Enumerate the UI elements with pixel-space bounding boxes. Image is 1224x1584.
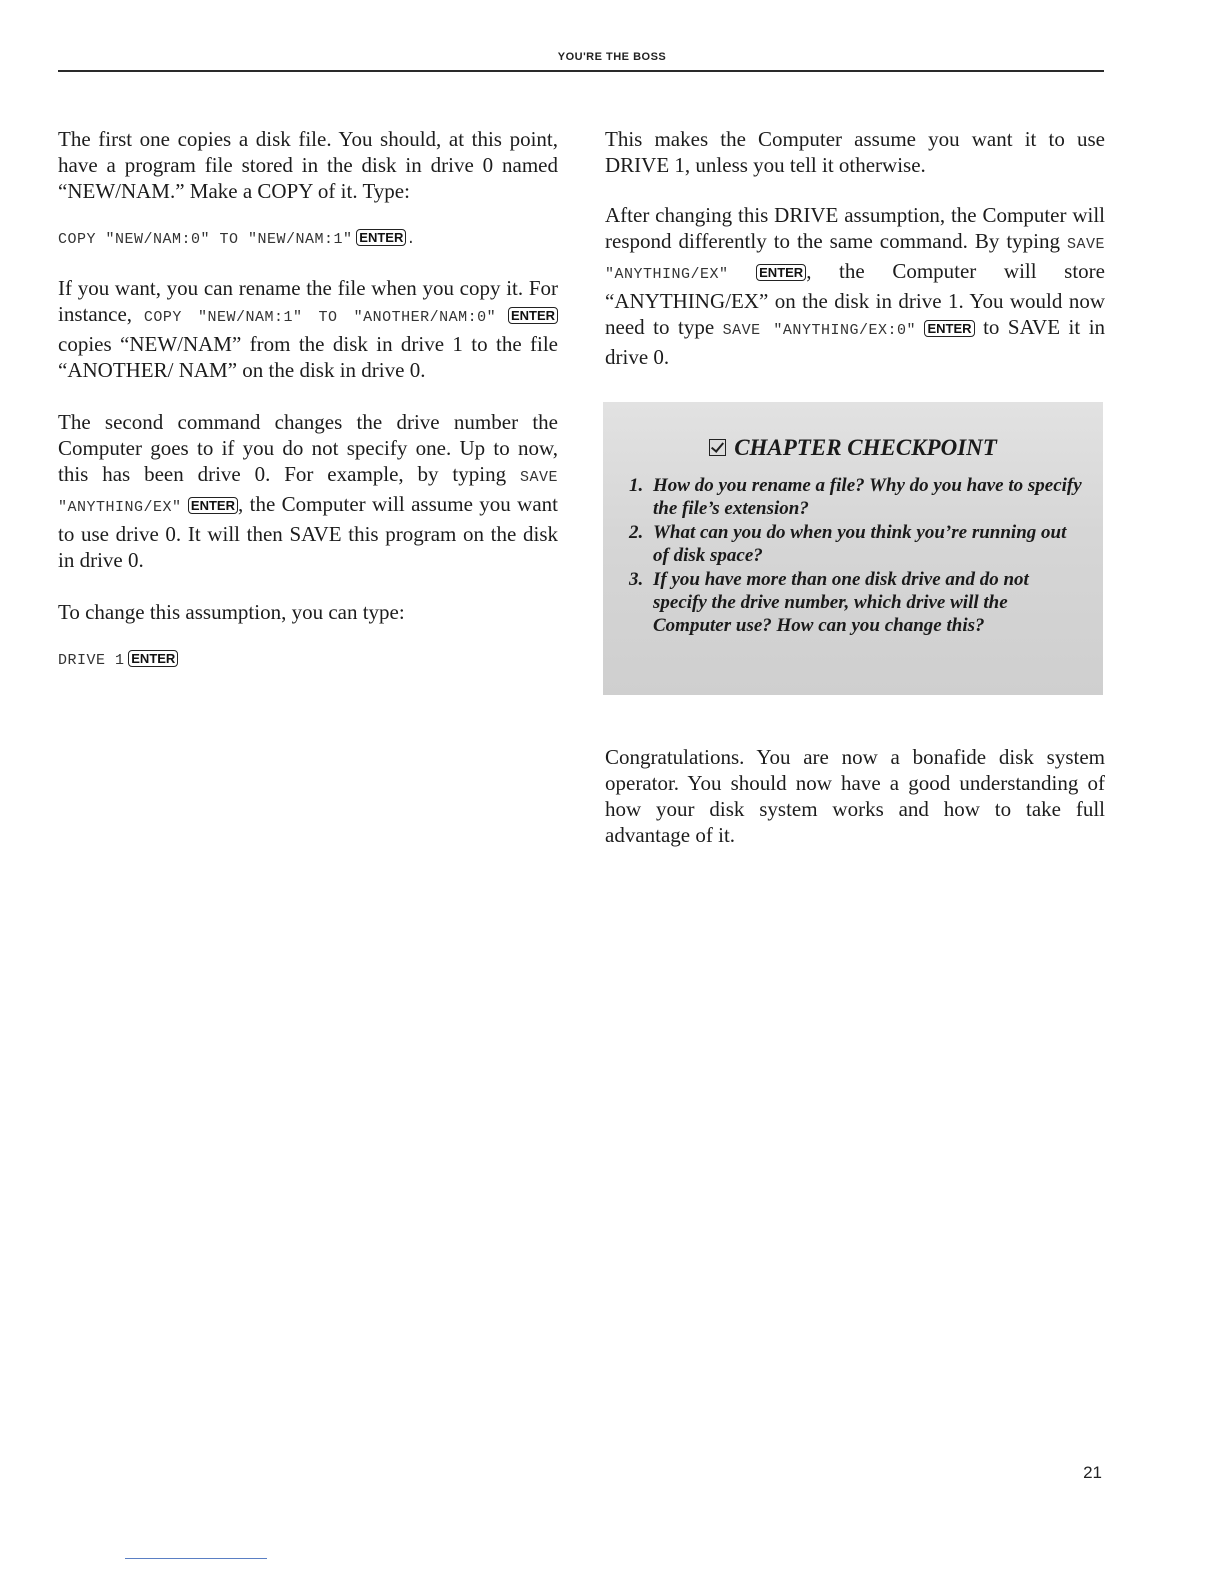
right-paragraph-3: Congratulations. You are now a bonafide disk system operator. You should now have a good understanding of how your disk system works and how to take full advantage of it.: [605, 745, 1105, 847]
left-paragraph-3: [58, 409, 558, 573]
left-paragraph-2-code: COPY "NEW/NAM:1" TO "ANOTHER/NAM:0": [143, 309, 497, 326]
checkpoint-question-list: [629, 474, 1085, 638]
copy-command-line: [58, 226, 558, 253]
copy-command-tail: .: [406, 231, 416, 248]
enter-key-icon: ENTER: [508, 307, 558, 324]
left-paragraph-3-code: SAVE "ANYTHING/EX": [58, 469, 558, 516]
question-text: What can you do when you think you’re running out of disk space?: [653, 522, 1067, 566]
question-number: 3.: [629, 569, 644, 590]
enter-key-icon: ENTER: [128, 650, 178, 667]
question-number: 2.: [629, 522, 644, 543]
enter-key-icon: ENTER: [356, 229, 406, 246]
left-paragraph-1: The first one copies a disk file. You should, at this point, have a program file stored in the disk in drive 0 named “NEW/NAM.” Make a COPY of it. Type:: [58, 127, 558, 203]
chapter-checkpoint-box: [603, 402, 1103, 695]
checkpoint-question: [629, 568, 1085, 637]
right-paragraph-2: [605, 202, 1105, 370]
left-paragraph-2: [58, 275, 558, 383]
right-paragraph-2-text-b: , the Computer will store “ANYTHING/EX” on the disk in drive 1. You would now need to type: [605, 259, 1106, 339]
checkpoint-question: [629, 474, 1085, 520]
question-text: If you have more than one disk drive and do not specify the drive number, which drive will the Computer use? How can you change this?: [653, 569, 1029, 636]
enter-key-icon: ENTER: [756, 264, 806, 281]
header-rule: [58, 70, 1104, 72]
page-number: 21: [1083, 1463, 1102, 1482]
right-paragraph-2-code-2: SAVE "ANYTHING/EX:0": [722, 322, 916, 339]
enter-key-icon: ENTER: [188, 497, 238, 514]
drive-command-line: [58, 647, 558, 674]
checkpoint-title-text: CHAPTER CHECKPOINT: [734, 435, 997, 460]
bottom-rule: [125, 1558, 267, 1559]
left-paragraph-4: To change this assumption, you can type:: [58, 600, 405, 624]
right-column: [605, 126, 1105, 370]
running-head: YOU'RE THE BOSS: [557, 51, 667, 63]
left-paragraph-3-text-a: The second command changes the drive number the Computer goes to if you do not specify one. Up to now, this has been drive 0. For example, by typing: [58, 410, 558, 486]
right-paragraph-1: This makes the Computer assume you want it to use DRIVE 1, unless you tell it otherwise.: [605, 127, 1105, 177]
question-text: How do you rename a file? Why do you have to specify the file’s extension?: [653, 475, 1082, 519]
right-paragraph-2-text-a: After changing this DRIVE assumption, the Computer will respond differently to the same command. By typing: [605, 203, 1105, 253]
right-paragraph-2-code-1: SAVE "ANYTHING/EX": [605, 236, 1105, 283]
left-paragraph-2-text-b: copies “NEW/NAM” from the disk in drive 1 to the file “ANOTHER/ NAM” on the disk in drive 0.: [58, 332, 558, 382]
checkpoint-question: [629, 521, 1085, 567]
checkpoint-title: [603, 435, 1103, 461]
question-number: 1.: [629, 475, 644, 496]
right-paragraph-2-text-c: to SAVE it in drive 0.: [605, 315, 1106, 369]
enter-key-icon: ENTER: [924, 320, 974, 337]
left-paragraph-2-text-a: If you want, you can rename the file when you copy it. For instance,: [58, 276, 558, 326]
right-column-lower: [605, 744, 1105, 848]
drive-command-code: DRIVE 1: [58, 652, 125, 669]
left-column: [58, 126, 558, 674]
checkbox-check-icon: [709, 439, 726, 456]
copy-command-code: COPY "NEW/NAM:0" TO "NEW/NAM:1": [58, 231, 353, 248]
left-paragraph-3-text-b: , the Computer will assume you want to use drive 0. It will then SAVE this program on the disk in drive 0.: [58, 492, 558, 572]
